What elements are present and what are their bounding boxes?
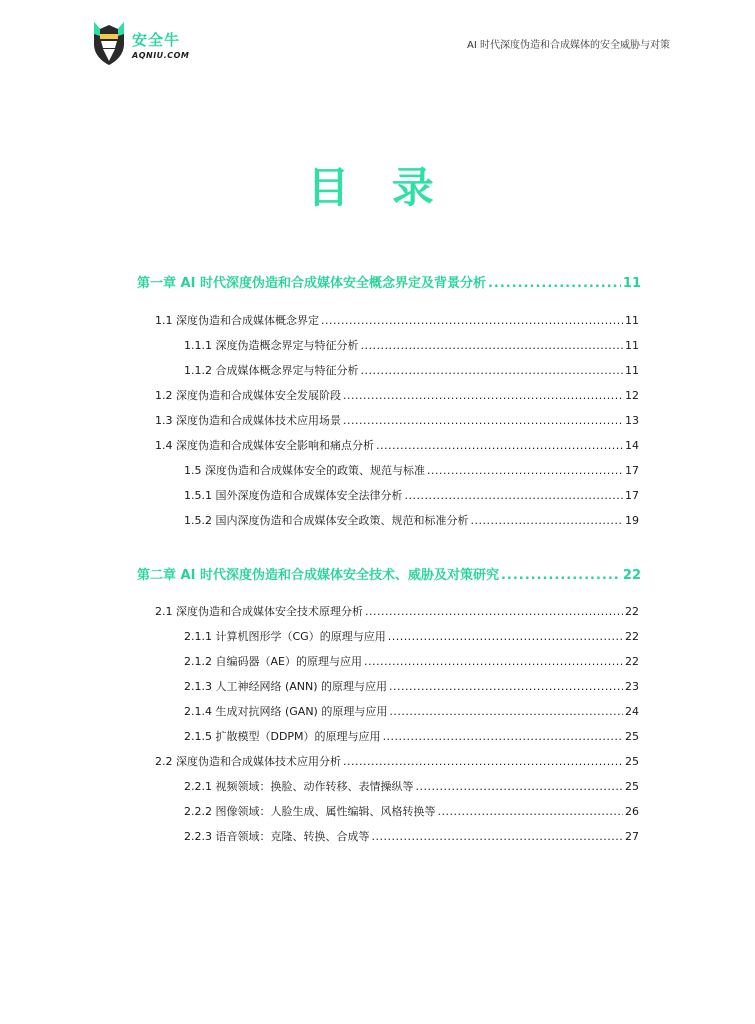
toc-entry-2-2[interactable] bbox=[155, 753, 639, 769]
toc-entry-1-2[interactable] bbox=[155, 387, 639, 403]
toc-entry-1-5-1[interactable] bbox=[184, 487, 639, 503]
toc-entry-1-1[interactable] bbox=[155, 312, 639, 328]
toc-leader-dots bbox=[376, 439, 623, 452]
toc-entry-text: 1.1.2 合成媒体概念界定与特征分析 bbox=[184, 364, 359, 377]
toc-entry-text: 1.3 深度伪造和合成媒体技术应用场景 bbox=[155, 414, 341, 427]
warrior-shield-icon bbox=[90, 20, 128, 66]
toc-page-number: 19 bbox=[625, 514, 639, 527]
toc-leader-dots bbox=[388, 630, 623, 643]
toc-entry-2-2-2[interactable] bbox=[184, 803, 639, 819]
toc-entry-text: 2.2.1 视频领域：换脸、动作转移、表情操纵等 bbox=[184, 780, 414, 793]
toc-entry-1-5-2[interactable] bbox=[184, 512, 639, 528]
toc-leader-dots bbox=[365, 605, 623, 618]
toc-entry-1-3[interactable] bbox=[155, 412, 639, 428]
toc-page-number: 11 bbox=[625, 339, 639, 352]
toc-entry-text: 2.1.3 人工神经网络 (ANN) 的原理与应用 bbox=[184, 680, 388, 693]
toc-page-number: 22 bbox=[625, 655, 639, 668]
toc-entry-text: 2.2.3 语音领域：克隆、转换、合成等 bbox=[184, 830, 370, 843]
toc-entry-text: 1.1 深度伪造和合成媒体概念界定 bbox=[155, 314, 319, 327]
toc-page-number: 25 bbox=[625, 755, 639, 768]
toc-entry-2-1-4[interactable] bbox=[184, 703, 639, 719]
toc-leader-dots bbox=[470, 514, 623, 527]
toc-leader-dots bbox=[343, 414, 623, 427]
toc-leader-dots bbox=[383, 730, 623, 743]
toc-page-number: 14 bbox=[625, 439, 639, 452]
toc-leader-dots bbox=[488, 276, 621, 291]
toc-page-number: 17 bbox=[625, 464, 639, 477]
toc-entry-text: 2.1.2 自编码器（AE）的原理与应用 bbox=[184, 655, 362, 668]
toc-entry-1-5[interactable] bbox=[184, 462, 639, 478]
toc-leader-dots bbox=[343, 755, 623, 768]
toc-leader-dots bbox=[437, 805, 623, 818]
logo-domain: AQNIU.COM bbox=[132, 51, 190, 60]
toc-page-number: 27 bbox=[625, 830, 639, 843]
toc-leader-dots bbox=[371, 830, 623, 843]
toc-entry-2-1-5[interactable] bbox=[184, 728, 639, 744]
toc-page-number: 26 bbox=[625, 805, 639, 818]
toc-entry-2-1-2[interactable] bbox=[184, 653, 639, 669]
toc-page-number: 25 bbox=[625, 730, 639, 743]
toc-entry-text: 1.2 深度伪造和合成媒体安全发展阶段 bbox=[155, 389, 341, 402]
toc-entry-text: 2.1.1 计算机图形学（CG）的原理与应用 bbox=[184, 630, 386, 643]
toc-entry-text: 第一章 AI 时代深度伪造和合成媒体安全概念界定及背景分析 bbox=[137, 276, 486, 291]
toc-chapter-1[interactable] bbox=[137, 272, 641, 291]
toc-page-number: 24 bbox=[625, 705, 639, 718]
toc-leader-dots bbox=[360, 339, 623, 352]
toc-entry-text: 2.1.4 生成对抗网络 (GAN) 的原理与应用 bbox=[184, 705, 388, 718]
toc-page-number: 17 bbox=[625, 489, 639, 502]
toc-page-number: 11 bbox=[625, 314, 639, 327]
toc-entry-1-4[interactable] bbox=[155, 437, 639, 453]
toc-entry-text: 2.1 深度伪造和合成媒体安全技术原理分析 bbox=[155, 605, 363, 618]
toc-leader-dots bbox=[364, 655, 623, 668]
toc-entry-text: 1.5.2 国内深度伪造和合成媒体安全政策、规范和标准分析 bbox=[184, 514, 469, 527]
toc-entry-2-2-1[interactable] bbox=[184, 778, 639, 794]
toc-leader-dots bbox=[415, 780, 623, 793]
toc-leader-dots bbox=[501, 568, 621, 583]
toc-entry-text: 第二章 AI 时代深度伪造和合成媒体安全技术、威胁及对策研究 bbox=[137, 568, 499, 583]
toc-leader-dots bbox=[427, 464, 623, 477]
toc-entry-text: 2.2 深度伪造和合成媒体技术应用分析 bbox=[155, 755, 341, 768]
toc-leader-dots bbox=[343, 389, 623, 402]
toc-page-number: 11 bbox=[622, 276, 641, 291]
toc-heading: 目 录 bbox=[307, 163, 448, 212]
toc-entry-text: 1.1.1 深度伪造概念界定与特征分析 bbox=[184, 339, 359, 352]
toc-entry-text: 1.4 深度伪造和合成媒体安全影响和痛点分析 bbox=[155, 439, 374, 452]
toc-page-number: 22 bbox=[625, 605, 639, 618]
toc-page-number: 13 bbox=[625, 414, 639, 427]
toc-leader-dots bbox=[389, 680, 623, 693]
toc-page-number: 22 bbox=[625, 630, 639, 643]
toc-page-number: 23 bbox=[625, 680, 639, 693]
toc-entry-1-1-2[interactable] bbox=[184, 362, 639, 378]
toc-leader-dots bbox=[404, 489, 623, 502]
toc-leader-dots bbox=[389, 705, 623, 718]
toc-entry-text: 2.2.2 图像领域：人脸生成、属性编辑、风格转换等 bbox=[184, 805, 436, 818]
toc-entry-2-1[interactable] bbox=[155, 603, 639, 619]
toc-page-number: 11 bbox=[625, 364, 639, 377]
toc-entry-text: 1.5 深度伪造和合成媒体安全的政策、规范与标准 bbox=[184, 464, 425, 477]
toc-leader-dots bbox=[321, 314, 623, 327]
toc-entry-text: 1.5.1 国外深度伪造和合成媒体安全法律分析 bbox=[184, 489, 403, 502]
document-header-title: AI 时代深度伪造和合成媒体的安全威胁与对策 bbox=[467, 40, 670, 51]
brand-logo bbox=[90, 20, 200, 68]
toc-entry-2-1-3[interactable] bbox=[184, 678, 639, 694]
toc-entry-1-1-1[interactable] bbox=[184, 337, 639, 353]
toc-entry-2-1-1[interactable] bbox=[184, 628, 639, 644]
toc-leader-dots bbox=[360, 364, 623, 377]
toc-chapter-2[interactable] bbox=[137, 564, 641, 583]
toc-entry-2-2-3[interactable] bbox=[184, 828, 639, 844]
toc-entry-text: 2.1.5 扩散模型（DDPM）的原理与应用 bbox=[184, 730, 381, 743]
toc-page-number: 12 bbox=[625, 389, 639, 402]
toc-page-number: 25 bbox=[625, 780, 639, 793]
logo-name: 安全牛 bbox=[132, 31, 181, 49]
toc-page-number: 22 bbox=[622, 568, 641, 583]
